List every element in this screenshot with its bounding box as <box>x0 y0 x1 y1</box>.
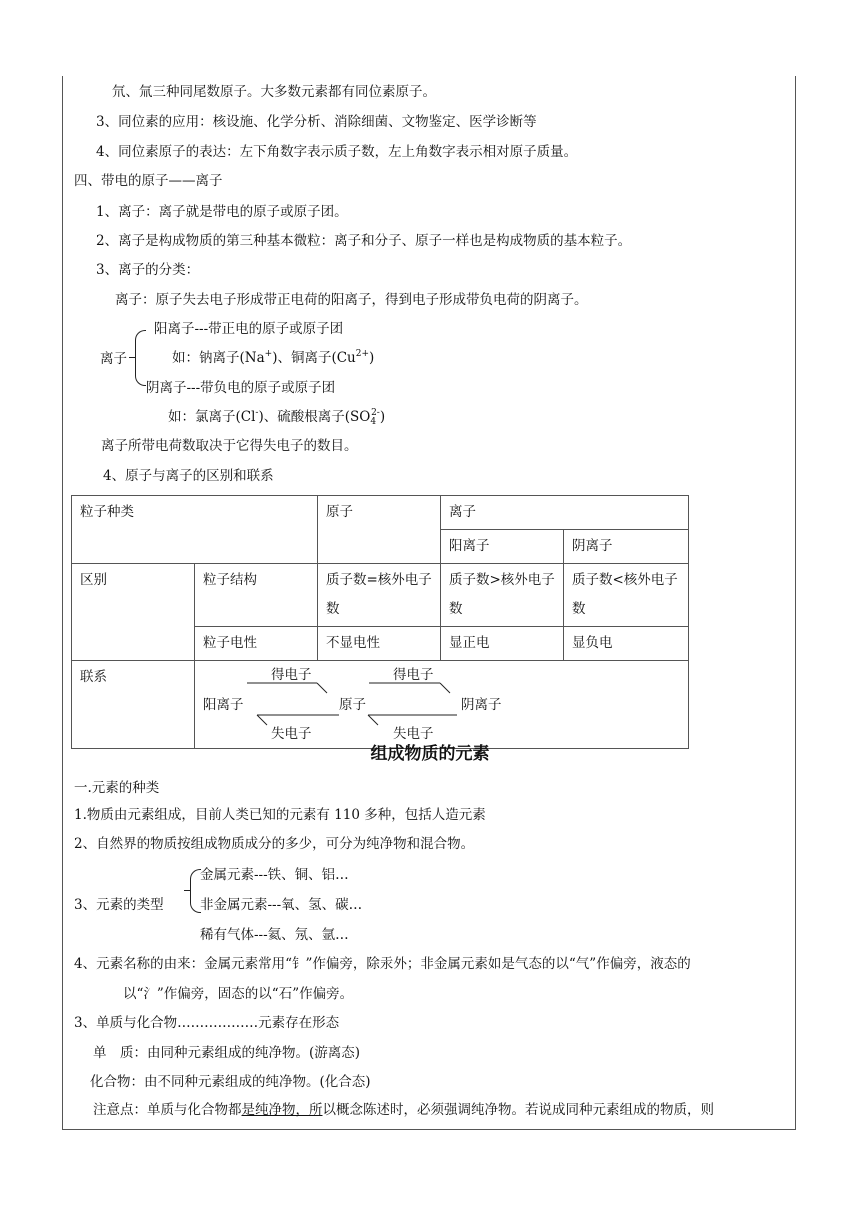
gain-electron-label: 得电子 <box>271 667 312 683</box>
underlined-text: 是纯净物，所 <box>241 1102 323 1118</box>
table-cell: 质子数>核外电子数 <box>441 564 564 627</box>
text-line: 1.物质由元素组成，目前人类已知的元素有 110 多种，包括人造元素 <box>74 807 486 823</box>
table-cell: 原子 <box>318 496 441 564</box>
text-line: 3、单质与化合物………………元素存在形态 <box>74 1015 340 1031</box>
ion-label: 离子 <box>100 351 127 367</box>
element-type-label: 3、元素的类型 <box>74 897 164 913</box>
table-cell: 离子 <box>441 496 689 530</box>
text-line: 化合物：由不同种元素组成的纯净物。(化合态) <box>90 1074 371 1090</box>
cation-definition: 阳离子---带正电的原子或原子团 <box>154 321 344 337</box>
anion-node: 阴离子 <box>461 697 502 713</box>
table-cell: 阳离子 <box>441 530 564 564</box>
text-line: 一.元素的种类 <box>74 780 160 796</box>
text-line: 2、自然界的物质按组成物质成分的多少，可分为纯净物和混合物。 <box>74 836 475 852</box>
lose-electron-label: 失电子 <box>271 726 312 742</box>
comparison-table <box>71 495 689 749</box>
table-cell: 联系 <box>72 661 195 749</box>
anion-definition: 阴离子---带负电的原子或原子团 <box>146 380 336 396</box>
relation-diagram <box>195 661 688 741</box>
anion-example: 如：氯离子(Cl-)、硫酸根离子$(SO_4^{2-})$ <box>168 408 386 427</box>
table-cell: 不显电性 <box>318 627 441 661</box>
text-line: 离子：原子失去电子形成带正电荷的阳离子，得到电子形成带负电荷的阴离子。 <box>115 292 588 308</box>
text-line: 4、原子与离子的区别和联系 <box>103 468 274 484</box>
noble-gas-line: 稀有气体---氦、氖、氩… <box>200 927 349 943</box>
nonmetal-element-line: 非金属元素---氧、氢、碳… <box>200 897 363 913</box>
text-line: 氘、氚三种同尾数原子。大多数元素都有同位素原子。 <box>112 84 436 100</box>
brace-tip-icon <box>129 357 135 358</box>
text-line: 4、同位素原子的表达：左下角数字表示质子数，左上角数字表示相对原子质量。 <box>96 144 578 160</box>
table-cell: 粒子种类 <box>72 496 318 564</box>
text-line: 注意点：单质与化合物都是纯净物，所以概念陈述时，必须强调纯净物。若说成同种元素组成的物质，则 <box>93 1102 714 1118</box>
atom-node: 原子 <box>339 697 366 713</box>
cation-example: 如：钠离子(Na+)、铜离子$(Cu^{2+})$ <box>172 349 375 366</box>
text-line: 3、离子的分类： <box>96 262 200 278</box>
table-cell: 质子数=核外电子数 <box>318 564 441 627</box>
text-line: 4、元素名称的由来：金属元素常用“钅”作偏旁，除汞外；非金属元素如是气态的以“气”作偏旁，液态的 <box>74 956 691 972</box>
table-cell: 质子数<核外电子数 <box>564 564 689 627</box>
cation-node: 阳离子 <box>203 697 244 713</box>
table-cell: 粒子结构 <box>195 564 318 627</box>
section-heading: 四、带电的原子——离子 <box>74 173 223 189</box>
text-line: 1、离子：离子就是带电的原子或原子团。 <box>96 204 348 220</box>
section-title: 组成物质的元素 <box>370 744 490 764</box>
table-cell: 显负电 <box>564 627 689 661</box>
table-cell: 粒子电性 <box>195 627 318 661</box>
text-line: 3、同位素的应用：核设施、化学分析、消除细菌、文物鉴定、医学诊断等 <box>96 114 537 130</box>
text-line: 以“氵”作偏旁，固态的以“石”作偏旁。 <box>123 986 354 1002</box>
brace-icon <box>135 330 146 386</box>
text-line: 2、离子是构成物质的第三种基本微粒：离子和分子、原子一样也是构成物质的基本粒子。 <box>96 233 632 249</box>
text-line: 离子所带电荷数取决于它得失电子的数目。 <box>101 438 358 454</box>
table-cell: 阴离子 <box>564 530 689 564</box>
relation-cell <box>195 661 689 749</box>
lose-electron-label: 失电子 <box>393 726 434 742</box>
table-cell: 显正电 <box>441 627 564 661</box>
gain-electron-label: 得电子 <box>393 667 434 683</box>
arrow-lines-icon <box>195 661 495 741</box>
text-line: 单 质：由同种元素组成的纯净物。(游离态) <box>93 1045 361 1061</box>
table-cell: 区别 <box>72 564 195 661</box>
metal-element-line: 金属元素---铁、铜、铝… <box>200 867 349 883</box>
brace-tip-icon <box>184 890 190 891</box>
